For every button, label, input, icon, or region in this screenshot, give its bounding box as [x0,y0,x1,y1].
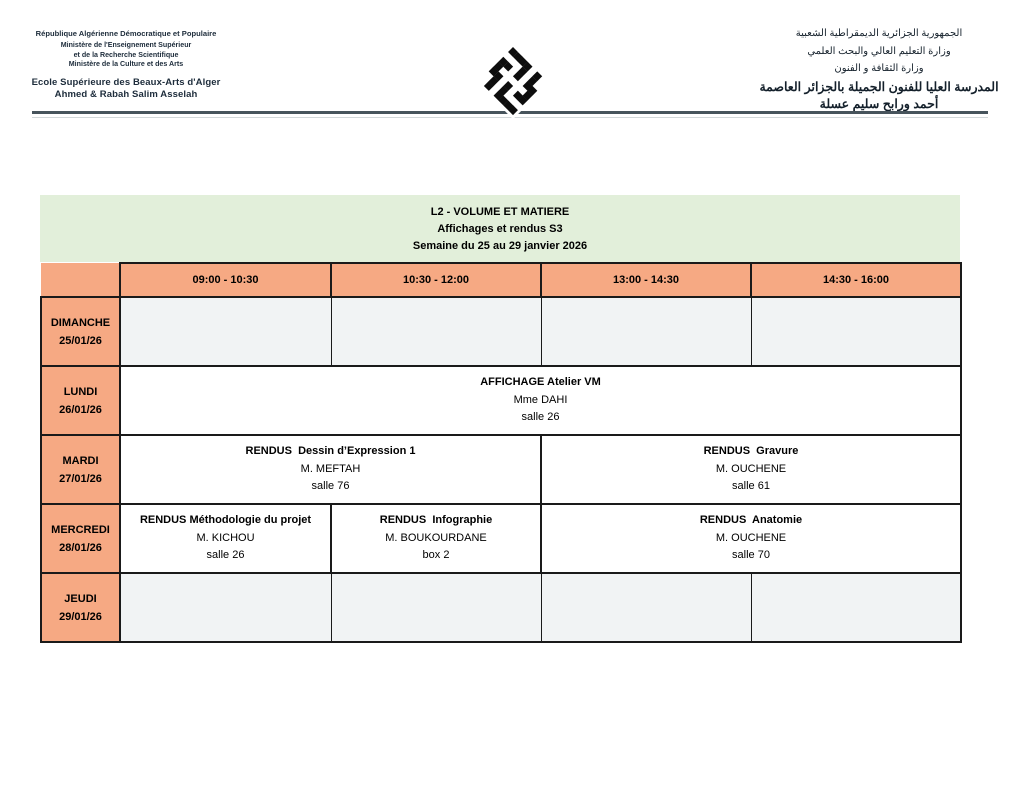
ministry-line-1: Ministère de l'Enseignement Supérieur [60,41,192,49]
schedule-title-line1: L2 - VOLUME ET MATIERE [430,206,570,218]
event-cell-rendus-anatomie [541,504,961,573]
event-cell-rendus-gravure [541,435,961,504]
day-date: 27/01/26 [59,472,102,485]
letterhead-arabic [754,25,1004,113]
event-room: salle 70 [732,549,770,562]
school-name-fr: Ecole Supérieure des Beaux-Arts d'Alger [31,76,221,88]
ministry-line-3: Ministère de la Culture et des Arts [68,60,184,68]
empty-cell [751,573,961,642]
empty-cell [120,297,331,366]
ministry-line-ar-1: وزارة التعليم العالي والبحث العلمي [807,45,951,57]
event-title: RENDUS Dessin d’Expression 1 [245,445,416,458]
empty-cell [541,573,751,642]
schedule-title-line2: Affichages et rendus S3 [437,223,563,235]
event-cell-rendus-methodologie [120,504,331,573]
row-mercredi [41,504,961,573]
day-cell-lundi [41,366,120,435]
event-teacher: M. OUCHENE [715,462,787,475]
row-mardi [41,435,961,504]
time-header-row [41,263,961,297]
event-title: RENDUS Infographie [379,514,493,527]
school-name-ar: المدرسة العليا للفنون الجميلة بالجزائر العاصمة [759,79,999,94]
school-logo-icon [472,39,554,123]
day-cell-dimanche [41,297,120,366]
time-slot-header-2: 10:30 - 12:00 [331,263,541,297]
schedule-title-block [40,195,960,262]
event-teacher: M. KICHOU [196,531,255,544]
event-title: AFFICHAGE Atelier VM [480,376,601,389]
event-title: RENDUS Méthodologie du projet [139,514,312,527]
day-cell-mardi [41,435,120,504]
empty-cell [541,297,751,366]
letterhead-french [30,29,222,102]
ministry-line-2: et de la Recherche Scientifique [73,50,179,59]
time-slot-header-3: 13:00 - 14:30 [541,263,751,297]
day-date: 25/01/26 [59,334,102,347]
event-room: salle 26 [206,549,245,562]
row-lundi [41,366,961,435]
day-name: MERCREDI [51,523,110,536]
day-name: MARDI [62,454,99,467]
school-name-ar-2: أحمد ورابح سليم عسلة [819,97,939,111]
timetable [40,262,962,643]
event-room: box 2 [422,549,450,562]
empty-cell [331,297,541,366]
event-teacher: M. MEFTAH [300,462,361,475]
school-name-fr-2: Ahmed & Rabah Salim Asselah [54,89,198,100]
day-date: 29/01/26 [59,610,102,623]
day-date: 28/01/26 [59,541,102,554]
ministry-line-ar-2: وزارة الثقافة و الفنون [834,63,924,74]
republic-line-ar: الجمهورية الجزائرية الديمقراطية الشعبية [795,28,963,39]
day-name: JEUDI [64,592,97,605]
empty-cell [120,573,331,642]
day-name: DIMANCHE [50,316,111,329]
event-cell-rendus-infographie [331,504,541,573]
empty-cell [751,297,961,366]
day-date: 26/01/26 [59,403,102,416]
event-room: salle 26 [521,411,560,424]
row-dimanche [41,297,961,366]
event-teacher: M. OUCHENE [715,531,787,544]
empty-cell [331,573,541,642]
row-jeudi [41,573,961,642]
event-teacher: M. BOUKOURDANE [385,531,487,544]
day-cell-jeudi [41,573,120,642]
event-title: RENDUS Anatomie [699,514,803,527]
republic-line: République Algérienne Démocratique et Populaire [35,29,217,38]
event-cell-affichage-atelier-vm [120,366,961,435]
schedule-title-line3: Semaine du 25 au 29 janvier 2026 [412,240,588,252]
event-room: salle 61 [732,480,770,493]
time-slot-header-4: 14:30 - 16:00 [751,263,961,297]
day-cell-mercredi [41,504,120,573]
event-teacher: Mme DAHI [513,393,568,406]
corner-cell [41,263,120,297]
event-title: RENDUS Gravure [703,445,799,458]
event-cell-rendus-dessin-expression [120,435,541,504]
time-slot-header-1: 09:00 - 10:30 [120,263,331,297]
event-room: salle 76 [311,480,350,493]
day-name: LUNDI [63,385,98,398]
